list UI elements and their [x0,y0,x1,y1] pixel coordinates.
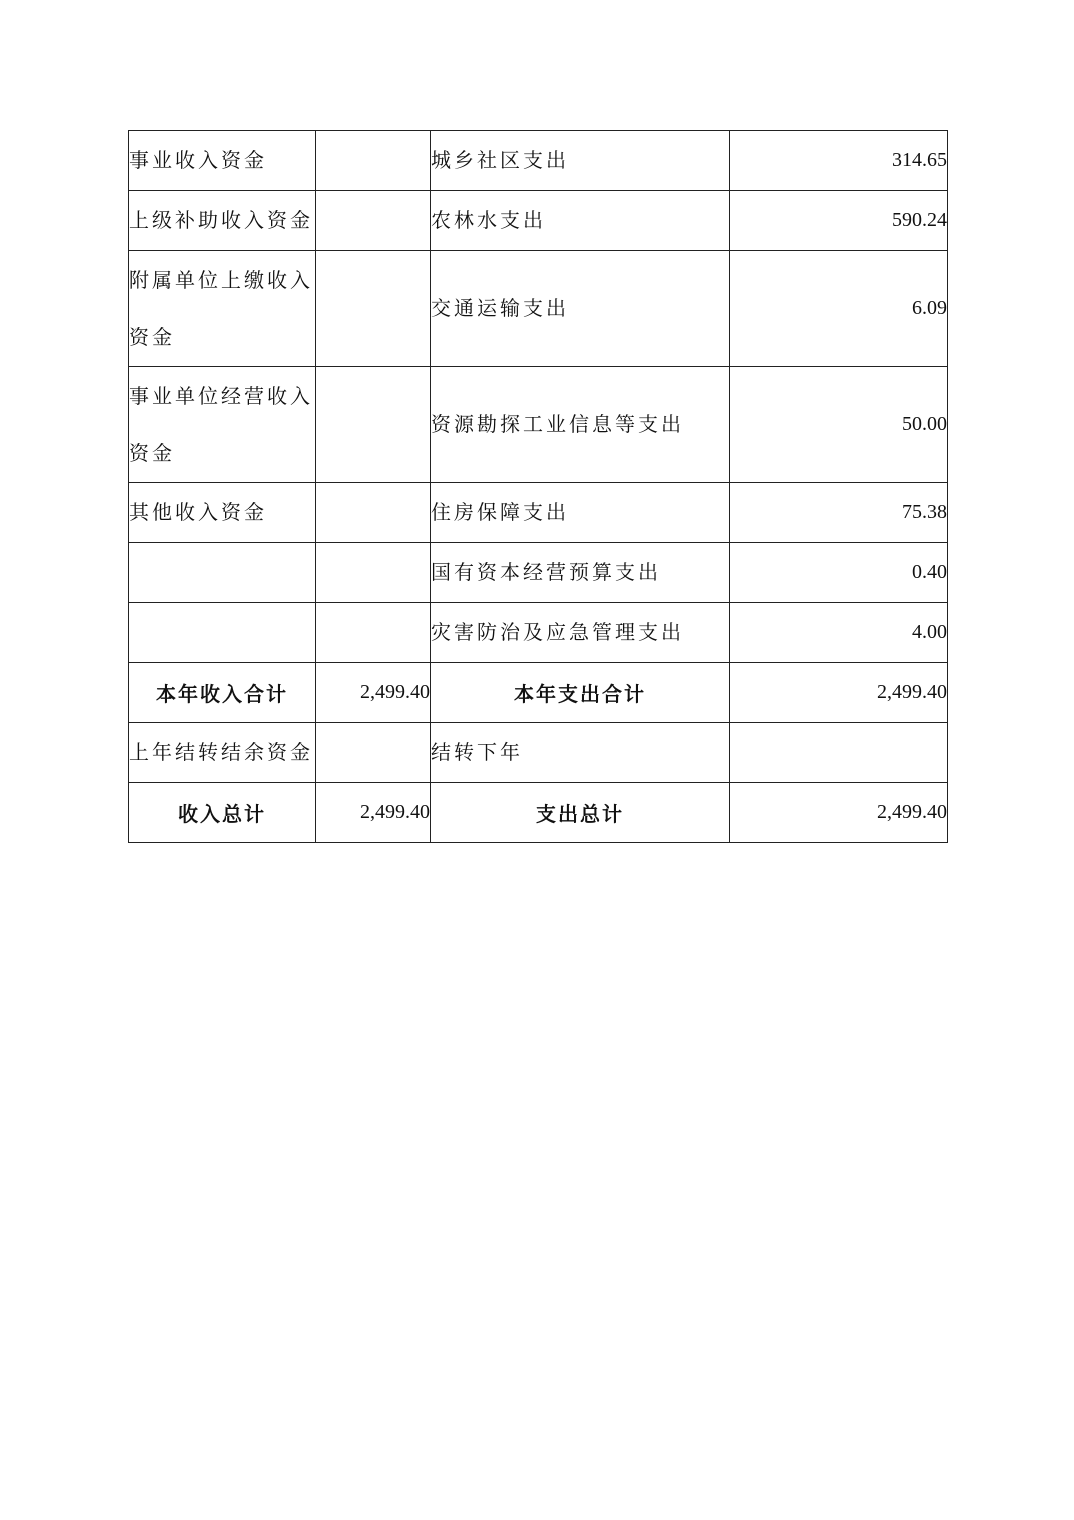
expense-item-value: 75.38 [730,483,948,543]
income-item-value [316,251,431,367]
expense-item-label: 农林水支出 [431,191,730,251]
expense-total-value: 2,499.40 [730,783,948,843]
expense-item-label: 住房保障支出 [431,483,730,543]
carry-forward-value [730,723,948,783]
income-total-label: 收入总计 [129,783,316,843]
income-subtotal-value: 2,499.40 [316,663,431,723]
table-row [129,251,948,367]
income-item-value [316,191,431,251]
expense-subtotal-label: 本年支出合计 [431,663,730,723]
expense-item-value: 590.24 [730,191,948,251]
income-item-value [316,367,431,483]
income-item-label: 事业收入资金 [129,131,316,191]
income-item-value [316,483,431,543]
expense-item-value: 6.09 [730,251,948,367]
expense-item-label: 交通运输支出 [431,251,730,367]
expense-item-label: 城乡社区支出 [431,131,730,191]
expense-item-label: 国有资本经营预算支出 [431,543,730,603]
income-item-label: 事业单位经营收入资金 [129,367,316,483]
table-row [129,543,948,603]
table-row-subtotal [129,663,948,723]
income-item-label: 附属单位上缴收入资金 [129,251,316,367]
carry-forward-label: 结转下年 [431,723,730,783]
income-item-label: 其他收入资金 [129,483,316,543]
expense-subtotal-value: 2,499.40 [730,663,948,723]
budget-table [128,130,948,843]
expense-item-label: 资源勘探工业信息等支出 [431,367,730,483]
table-row [129,191,948,251]
expense-item-value: 314.65 [730,131,948,191]
table-row [129,483,948,543]
carryover-label: 上年结转结余资金 [129,723,316,783]
expense-item-value: 0.40 [730,543,948,603]
expense-item-label: 灾害防治及应急管理支出 [431,603,730,663]
income-item-value [316,543,431,603]
income-item-value [316,603,431,663]
table-row [129,723,948,783]
income-item-label [129,603,316,663]
table-row [129,603,948,663]
table-row-total [129,783,948,843]
income-item-label: 上级补助收入资金 [129,191,316,251]
carryover-value [316,723,431,783]
table-row [129,131,948,191]
income-item-value [316,131,431,191]
expense-item-value: 50.00 [730,367,948,483]
expense-item-value: 4.00 [730,603,948,663]
expense-total-label: 支出总计 [431,783,730,843]
income-total-value: 2,499.40 [316,783,431,843]
table-row [129,367,948,483]
income-subtotal-label: 本年收入合计 [129,663,316,723]
income-item-label [129,543,316,603]
